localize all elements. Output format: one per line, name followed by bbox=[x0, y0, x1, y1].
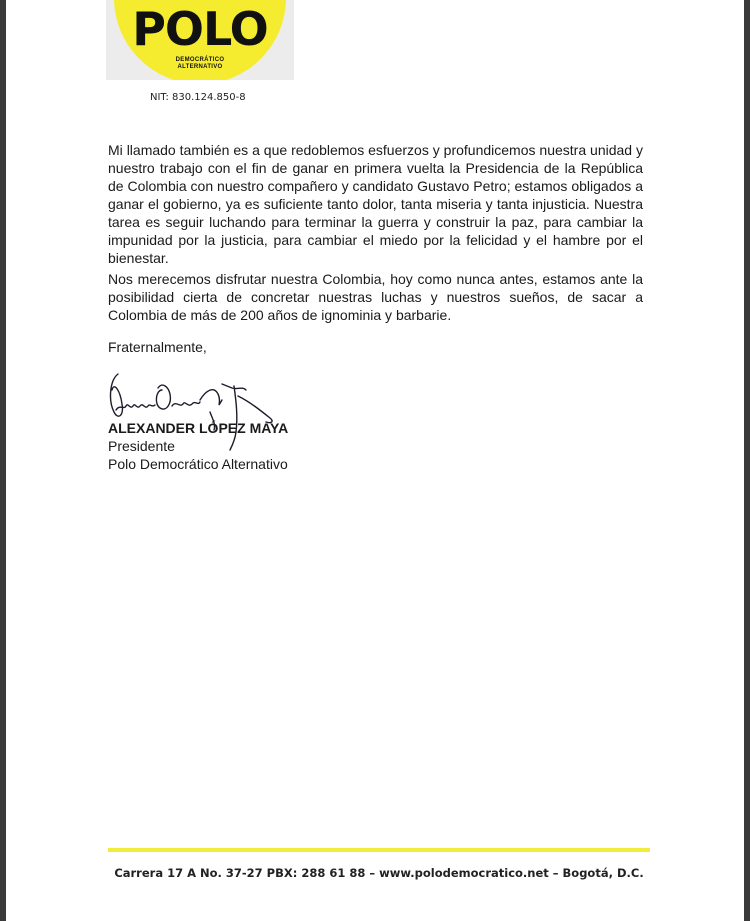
footer-divider bbox=[108, 848, 650, 852]
signer-organization: Polo Democrático Alternativo bbox=[108, 456, 288, 472]
footer-address: Carrera 17 A No. 37-27 PBX: 288 61 88 – www.polodemocratico.net – Bogotá, D.C. bbox=[114, 866, 644, 880]
paragraph-2: Nos merecemos disfrutar nuestra Colombia, hoy como nunca antes, estamos ante la posibilidad cierta de concretar nuestras luchas y nuestros sueños, de sacar a Colombia de más de 200 años de ignominia y barbarie. bbox=[108, 271, 643, 323]
signer-title: Presidente bbox=[108, 438, 175, 454]
logo-subtitle-1: DEMOCRÁTICO bbox=[175, 57, 225, 63]
letter-page bbox=[6, 0, 744, 921]
logo-subtitle-2: ALTERNATIVO bbox=[177, 64, 223, 70]
paragraph-1: Mi llamado también es a que redoblemos esfuerzos y profundicemos nuestra unidad y nuestro trabajo con el fin de ganar en primera vuelta la Presidencia de la República de Colombia con nuestro compañero y candidato Gustavo Petro; estamos obligados a ganar el gobierno, ya es suficiente tanto dolor, tanta miseria y tanta injusticia. Nuestra tarea es seguir luchando para terminar la guerra y construir la paz, para cambiar la impunidad por la justicia, para cambiar el miedo por la felicidad y el hambre por el bienestar. bbox=[108, 142, 643, 266]
nit-number: NIT: 830.124.850-8 bbox=[150, 92, 246, 103]
logo-word: POLO bbox=[132, 2, 268, 56]
closing-salutation: Fraternalmente, bbox=[108, 339, 207, 355]
polo-logo bbox=[106, 0, 294, 80]
signer-name: ALEXANDER LÓPEZ MAYA bbox=[108, 420, 289, 436]
